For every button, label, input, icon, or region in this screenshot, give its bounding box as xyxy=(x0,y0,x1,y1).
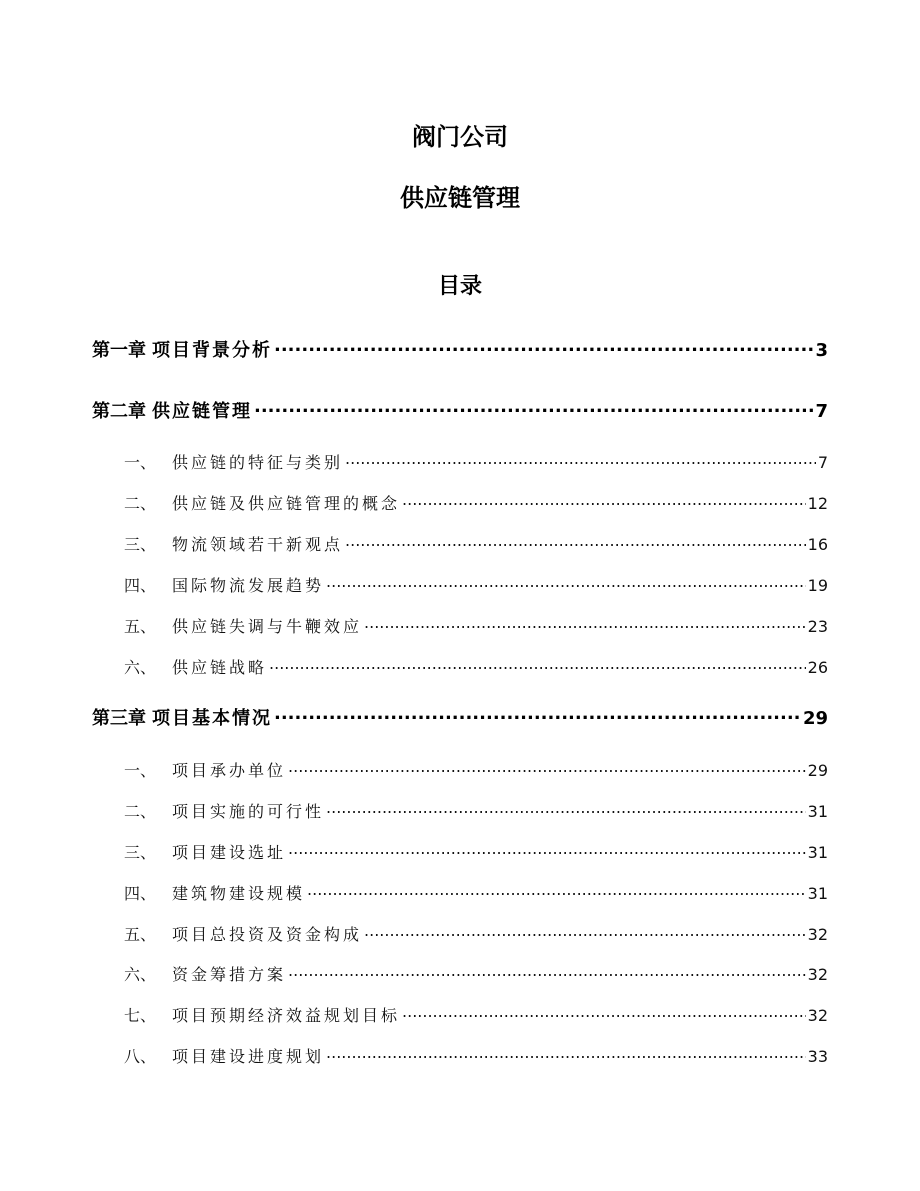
toc-entry-page: 26 xyxy=(807,658,828,677)
toc-dot-leader xyxy=(254,399,813,417)
toc-entry-number: 第一章 xyxy=(92,340,146,361)
toc-entry-section[interactable] xyxy=(92,655,828,679)
toc-entry-section[interactable] xyxy=(92,532,828,556)
toc-dot-leader xyxy=(402,1005,806,1021)
toc-entry-page: 31 xyxy=(807,843,828,862)
toc-entry-number: 六、 xyxy=(124,965,157,984)
toc-dot-leader xyxy=(288,842,806,858)
toc-entry-label: 供应链管理 xyxy=(152,401,252,422)
toc-entry-page: 32 xyxy=(807,925,828,944)
toc-entry-label: 项目承办单位 xyxy=(172,761,287,780)
toc-entry-page: 31 xyxy=(807,802,828,821)
toc-entry-number: 第二章 xyxy=(92,401,146,422)
toc-entry-section[interactable] xyxy=(92,922,828,946)
toc-entry-number: 五、 xyxy=(124,925,157,944)
toc-entry-section[interactable] xyxy=(92,1003,828,1027)
toc-entry-page: 29 xyxy=(802,708,828,729)
toc-entry-section[interactable] xyxy=(92,881,828,905)
toc-entry-section[interactable] xyxy=(92,573,828,597)
toc-dot-leader xyxy=(402,493,806,509)
toc-entry-number: 二、 xyxy=(124,494,157,513)
toc-entry-section[interactable] xyxy=(92,758,828,782)
toc-entry-section[interactable] xyxy=(92,614,828,638)
toc-dot-leader xyxy=(288,964,806,980)
toc-entry-label: 供应链失调与牛鞭效应 xyxy=(172,617,363,636)
toc-entry-page: 12 xyxy=(807,494,828,513)
toc-entry-label: 供应链的特征与类别 xyxy=(172,453,344,472)
toc-entry-page: 7 xyxy=(815,401,828,422)
toc-entry-number: 三、 xyxy=(124,535,157,554)
toc-dot-leader xyxy=(326,1046,806,1062)
toc-entry-number: 一、 xyxy=(124,453,157,472)
toc-entry-page: 7 xyxy=(817,453,828,472)
toc-entry-page: 32 xyxy=(807,1006,828,1025)
document-title: 供应链管理 xyxy=(400,184,520,212)
toc-entry-page: 16 xyxy=(807,535,828,554)
toc-entry-chapter-1[interactable] xyxy=(92,336,828,362)
toc-entry-page: 19 xyxy=(807,576,828,595)
toc-entry-label: 项目总投资及资金构成 xyxy=(172,925,363,944)
toc-entry-number: 七、 xyxy=(124,1006,157,1025)
toc-entry-page: 33 xyxy=(807,1047,828,1066)
toc-entry-number: 二、 xyxy=(124,802,157,821)
toc-entry-page: 29 xyxy=(807,761,828,780)
toc-entry-chapter-2[interactable] xyxy=(92,397,828,423)
toc-entry-number: 四、 xyxy=(124,884,157,903)
toc-dot-leader xyxy=(307,883,806,899)
toc-entry-section[interactable] xyxy=(92,962,828,986)
toc-entry-number: 第三章 xyxy=(92,708,146,729)
toc-entry-number: 八、 xyxy=(124,1047,157,1066)
toc-entry-number: 六、 xyxy=(124,658,157,677)
toc-dot-leader xyxy=(326,801,806,817)
toc-entry-label: 资金筹措方案 xyxy=(172,965,287,984)
toc-dot-leader xyxy=(364,616,806,632)
toc-entry-section[interactable] xyxy=(92,491,828,515)
toc-dot-leader xyxy=(345,452,816,468)
toc-entry-page: 3 xyxy=(815,340,828,361)
toc-entry-label: 建筑物建设规模 xyxy=(172,884,306,903)
toc-dot-leader xyxy=(269,657,806,673)
toc-entry-chapter-3[interactable] xyxy=(92,704,828,730)
toc-entry-label: 供应链战略 xyxy=(172,658,268,677)
toc-entry-page: 23 xyxy=(807,617,828,636)
toc-entry-label: 项目背景分析 xyxy=(152,340,272,361)
toc-dot-leader xyxy=(345,534,806,550)
toc-entry-number: 四、 xyxy=(124,576,157,595)
toc-entry-label: 国际物流发展趋势 xyxy=(172,576,325,595)
toc-entry-section[interactable] xyxy=(92,1044,828,1068)
toc-entry-section[interactable] xyxy=(92,799,828,823)
toc-entry-number: 三、 xyxy=(124,843,157,862)
toc-entry-page: 32 xyxy=(807,965,828,984)
document-company: 阀门公司 xyxy=(412,123,508,151)
toc-entry-label: 项目实施的可行性 xyxy=(172,802,325,821)
toc-entry-label: 项目建设进度规划 xyxy=(172,1047,325,1066)
toc-entry-label: 供应链及供应链管理的概念 xyxy=(172,494,401,513)
toc-entry-label: 项目建设选址 xyxy=(172,843,287,862)
toc-entry-number: 一、 xyxy=(124,761,157,780)
toc-entry-label: 项目基本情况 xyxy=(152,708,272,729)
toc-dot-leader xyxy=(288,760,806,776)
toc-dot-leader xyxy=(274,338,813,356)
toc-dot-leader xyxy=(274,706,801,724)
toc-heading: 目录 xyxy=(437,274,482,299)
toc-entry-section[interactable] xyxy=(92,840,828,864)
toc-entry-label: 物流领域若干新观点 xyxy=(172,535,344,554)
toc-entry-number: 五、 xyxy=(124,617,157,636)
toc-entry-section[interactable] xyxy=(92,450,828,474)
toc-entry-label: 项目预期经济效益规划目标 xyxy=(172,1006,401,1025)
toc-dot-leader xyxy=(364,924,806,940)
toc-dot-leader xyxy=(326,575,806,591)
toc-entry-page: 31 xyxy=(807,884,828,903)
